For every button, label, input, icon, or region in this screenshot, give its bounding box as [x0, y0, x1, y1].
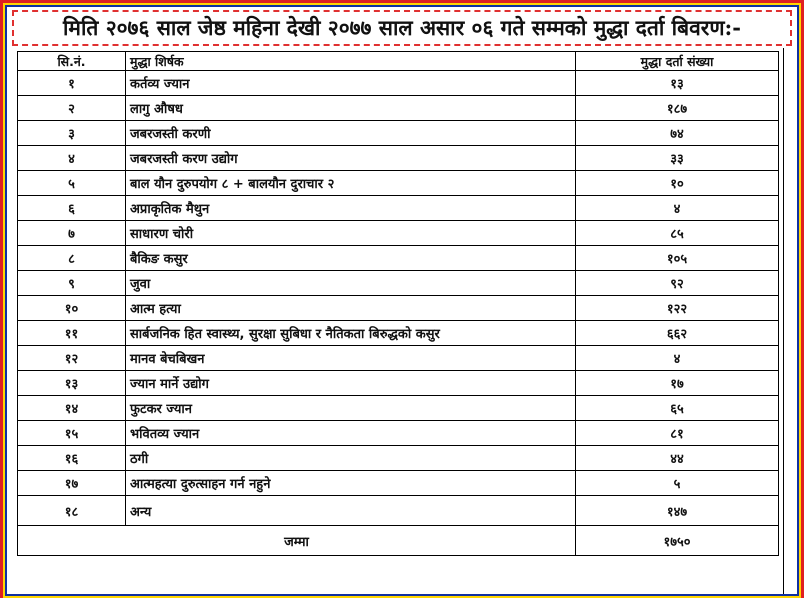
table-row [18, 171, 779, 196]
table-row [18, 371, 779, 396]
cell-case-title: बैकिङ कसुर [126, 246, 576, 271]
cell-serial: ११ [18, 321, 126, 346]
cell-case-title: आत्महत्या दुरुत्साहन गर्न नहुने [126, 471, 576, 496]
cell-serial: १३ [18, 371, 126, 396]
cell-case-count: १७ [576, 371, 779, 396]
cell-case-title: फुटकर ज्यान [126, 396, 576, 421]
cell-case-count: १२२ [576, 296, 779, 321]
cell-serial: १४ [18, 396, 126, 421]
cell-serial: १८ [18, 496, 126, 526]
cell-case-title: ठगी [126, 446, 576, 471]
table-header-row [18, 52, 779, 71]
cell-serial: ९ [18, 271, 126, 296]
case-registration-table [17, 51, 779, 556]
cell-case-title: जबरजस्ती करणी [126, 121, 576, 146]
cell-case-count: ७४ [576, 121, 779, 146]
cell-case-count: ४४ [576, 446, 779, 471]
table-row [18, 271, 779, 296]
cell-case-count: ४ [576, 346, 779, 371]
table-row [18, 496, 779, 526]
cell-case-title: जुवा [126, 271, 576, 296]
border-left-blue [5, 5, 7, 598]
border-top-blue [5, 5, 799, 7]
cell-case-count: ८५ [576, 221, 779, 246]
border-right-blue [797, 5, 799, 598]
page-title: मिति २०७६ साल जेष्ठ महिना देखी २०७७ साल असार ०६ गते सम्मको मुद्धा दर्ता बिवरण:- [62, 15, 741, 40]
cell-case-count: १८७ [576, 96, 779, 121]
header-serial: सि.नं. [18, 52, 126, 71]
border-right-yellow [799, 3, 801, 598]
table-row [18, 471, 779, 496]
cell-serial: १२ [18, 346, 126, 371]
cell-case-title: अप्राकृतिक मैथुन [126, 196, 576, 221]
table-row [18, 421, 779, 446]
table-row [18, 296, 779, 321]
table-row [18, 146, 779, 171]
cell-serial: १६ [18, 446, 126, 471]
cell-case-title: मानव बेचबिखन [126, 346, 576, 371]
table-row [18, 321, 779, 346]
cell-serial: २ [18, 96, 126, 121]
cell-case-count: १०५ [576, 246, 779, 271]
cell-case-count: ३३ [576, 146, 779, 171]
right-rule [783, 48, 784, 594]
table-total-row [18, 526, 779, 556]
table-row [18, 121, 779, 146]
table-row [18, 346, 779, 371]
cell-case-title: साधारण चोरी [126, 221, 576, 246]
cell-serial: ३ [18, 121, 126, 146]
title-box [12, 10, 792, 46]
table-row [18, 396, 779, 421]
cell-case-title: भवितव्य ज्यान [126, 421, 576, 446]
header-case-title: मुद्धा शिर्षक [126, 52, 576, 71]
cell-serial: ५ [18, 171, 126, 196]
cell-case-title: सार्बजनिक हित स्वास्थ्य, सुरक्षा सुबिधा र नैतिकता बिरुद्धको कसुर [126, 321, 576, 346]
cell-serial: ६ [18, 196, 126, 221]
cell-case-count: ६६२ [576, 321, 779, 346]
cell-case-count: ९२ [576, 271, 779, 296]
cell-serial: १० [18, 296, 126, 321]
cell-serial: १ [18, 71, 126, 96]
cell-serial: १७ [18, 471, 126, 496]
cell-case-title: बाल यौन दुरुपयोग ८ + बालयौन दुराचार २ [126, 171, 576, 196]
total-value: १७५० [576, 526, 779, 556]
cell-serial: ४ [18, 146, 126, 171]
cell-case-count: ४ [576, 196, 779, 221]
cell-case-title: ज्यान मार्ने उद्योग [126, 371, 576, 396]
cell-case-title: जबरजस्ती करण उद्योग [126, 146, 576, 171]
cell-case-count: ६५ [576, 396, 779, 421]
table-row [18, 221, 779, 246]
cell-case-count: ८१ [576, 421, 779, 446]
cell-serial: ८ [18, 246, 126, 271]
cell-case-count: १४७ [576, 496, 779, 526]
table-row [18, 246, 779, 271]
cell-serial: १५ [18, 421, 126, 446]
cell-case-title: कर्तव्य ज्यान [126, 71, 576, 96]
cell-case-count: १० [576, 171, 779, 196]
cell-case-count: ५ [576, 471, 779, 496]
cell-case-title: लागु औषध [126, 96, 576, 121]
table-row [18, 446, 779, 471]
cell-case-title: अन्य [126, 496, 576, 526]
table-row [18, 71, 779, 96]
table-row [18, 196, 779, 221]
cell-case-title: आत्म हत्या [126, 296, 576, 321]
table-row [18, 96, 779, 121]
header-case-count: मुद्धा दर्ता संख्या [576, 52, 779, 71]
total-label: जम्मा [18, 526, 576, 556]
cell-serial: ७ [18, 221, 126, 246]
cell-case-count: १३ [576, 71, 779, 96]
